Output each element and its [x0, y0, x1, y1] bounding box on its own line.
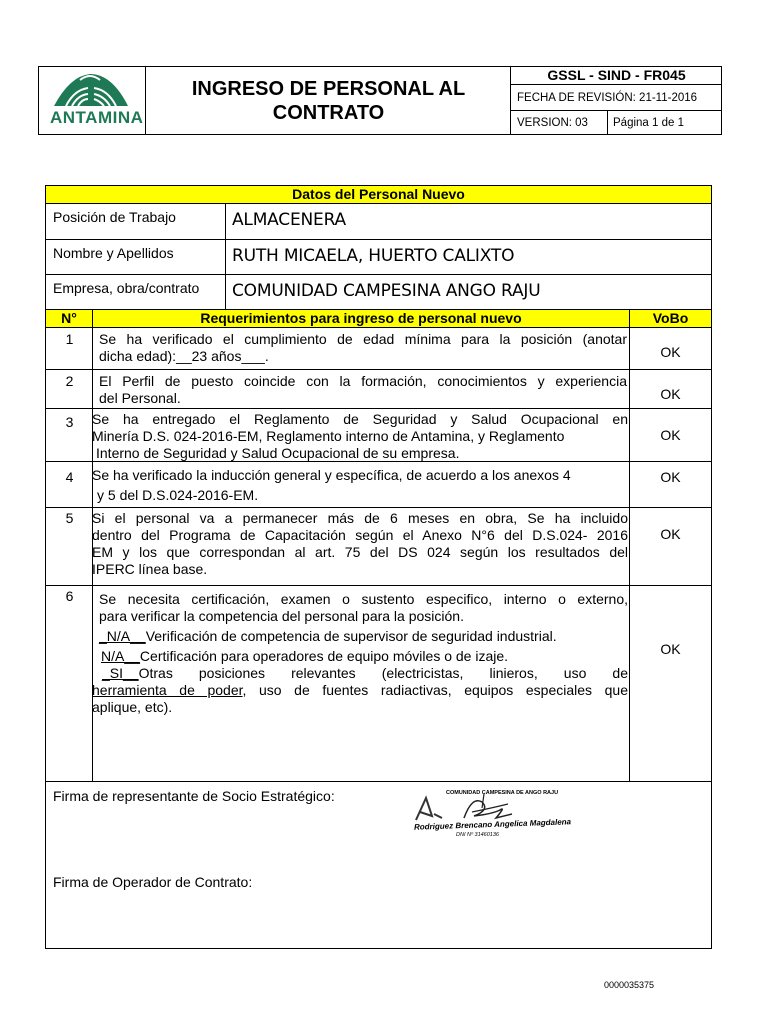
req-2-line-b: del Personal. — [99, 390, 181, 406]
document-number: 0000035375 — [604, 980, 655, 990]
req-num-6: 6 — [65, 588, 74, 604]
col-header-num: N° — [46, 310, 93, 328]
req-text-5 — [92, 510, 628, 578]
label-position: Posición de Trabajo — [46, 204, 226, 240]
option-3-tools: herramienta de poder — [92, 682, 243, 698]
req-num-4: 4 — [65, 469, 74, 485]
label-company: Empresa, obra/contrato — [46, 275, 226, 310]
label-name: Nombre y Apellidos — [46, 240, 226, 275]
req-text-4 — [92, 465, 628, 505]
req-6-option-2 — [92, 648, 628, 665]
req-4-line-b: y 5 del D.S.024-2016-EM. — [97, 487, 259, 503]
logo-text: ANTAMINA — [50, 108, 144, 127]
vobo-2: OK — [660, 386, 681, 402]
stamp-dni: DNI Nº 31460136 — [456, 832, 499, 838]
stamp-name: Rodriguez Brencano Angelica Magdalena — [413, 817, 572, 832]
req-3-line-b: Minería D.S. 024-2016-EM, Reglamento interno de Antamina, y Reglamento — [92, 428, 565, 444]
col-header-vobo: VoBo — [630, 310, 711, 328]
req-1-text-b: dicha edad): — [99, 348, 177, 364]
title-line-2: CONTRATO — [272, 102, 385, 124]
form-code: GSSL - SIND - FR045 — [511, 66, 722, 85]
vobo-4: OK — [660, 469, 681, 485]
req-6-line-a: Se necesita certificación, examen o sustento especifico, interno o externo, — [99, 591, 628, 607]
option-3-text: Otras posiciones relevantes (electricistas, linieros, uso de — [138, 665, 628, 681]
vobo-6: OK — [660, 641, 681, 657]
req-num-1: 1 — [65, 331, 74, 347]
req-num-2: 2 — [65, 373, 74, 389]
option-2-mark: N/A__ — [101, 648, 140, 664]
req-1-age: __23 años___. — [176, 348, 269, 364]
vobo-3: OK — [660, 427, 681, 443]
req-text-2 — [99, 373, 627, 407]
req-3-line-c: Interno de Seguridad y Salud Ocupacional de su empresa. — [96, 445, 460, 461]
option-3-mark: _SI__ — [102, 665, 139, 681]
page-number: Página 1 de 1 — [613, 117, 684, 129]
req-text-6 — [92, 591, 628, 716]
option-2-text: Certificación para operadores de equipo móviles o de izaje. — [139, 648, 509, 664]
title-line-1: INGRESO DE PERSONAL AL — [191, 78, 466, 100]
signature-stamp — [412, 790, 572, 842]
req-5-line-c: EM y los que correspondan al art. 75 del DS 024 según los resultados del — [92, 544, 628, 560]
partner-signature-label: Firma de representante de Socio Estratégico: — [53, 788, 335, 804]
req-4-line-a: Se ha verificado la inducción general y específica, de acuerdo a los anexos 4 — [92, 467, 571, 483]
vobo-1: OK — [660, 344, 681, 360]
option-1-text: Verificación de competencia de supervisor de seguridad industrial. — [145, 628, 557, 644]
stamp-org: COMUNIDAD CAMPESINA DE ANGO RAJU — [446, 790, 559, 796]
personal-section-title: Datos del Personal Nuevo — [46, 186, 711, 204]
req-6-option-3-cont — [92, 682, 628, 699]
req-3-line-a: Se ha entregado el Reglamento de Seguridad y Salud Ocupacional en — [92, 411, 628, 427]
vobo-5: OK — [660, 526, 681, 542]
revision-date: FECHA DE REVISIÓN: 21-11-2016 — [511, 85, 722, 111]
operator-signature-label: Firma de Operador de Contrato: — [53, 874, 253, 890]
value-position: ALMACENERA — [226, 204, 711, 240]
req-6-option-3 — [92, 665, 628, 682]
value-company: COMUNIDAD CAMPESINA ANGO RAJU — [226, 275, 711, 310]
req-5-line-a: Si el personal va a permanecer más de 6 meses en obra, Se ha incluido — [92, 510, 628, 526]
req-6-line-b: para verificar la competencia del personal para la posición. — [99, 608, 464, 624]
req-text-3 — [92, 411, 628, 462]
req-text-1 — [99, 331, 627, 365]
form-title — [146, 77, 511, 125]
req-6-option-1 — [92, 628, 628, 645]
req-1-line-a: Se ha verificado el cumplimiento de edad mínima para la posición (anotar — [99, 331, 627, 347]
req-num-5: 5 — [65, 510, 74, 526]
col-header-requirement: Requerimientos para ingreso de personal nuevo — [93, 310, 630, 328]
req-num-3: 3 — [65, 414, 74, 430]
version: VERSION: 03 — [511, 111, 608, 135]
option-3-rest: , uso de fuentes radiactivas, equipos especiales que — [242, 682, 629, 698]
req-5-line-b: dentro del Programa de Capacitación según el Anexo N°6 del D.S.024- 2016 — [92, 527, 628, 543]
req-5-line-d: IPERC línea base. — [92, 561, 208, 577]
value-name: RUTH MICAELA, HUERTO CALIXTO — [226, 240, 711, 275]
req-6-option-3-end: aplique, etc). — [92, 699, 173, 715]
option-1-mark: _N/A__ — [99, 628, 146, 644]
req-2-line-a: El Perfil de puesto coincide con la formación, conocimientos y experiencia — [99, 373, 627, 389]
req-1-line-b — [99, 348, 627, 365]
